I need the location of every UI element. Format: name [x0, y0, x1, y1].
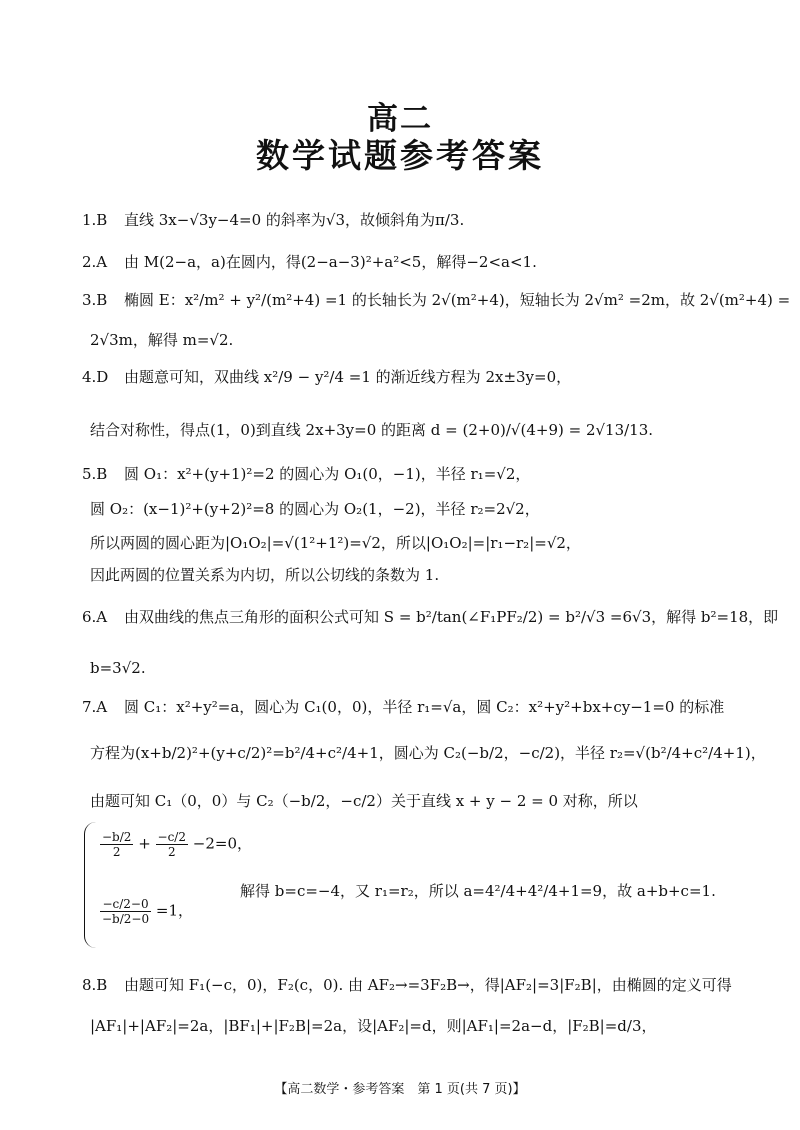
system-equation-2: $\frac{-c/2-0}{-b/2-0}$ =1， — [102, 897, 194, 926]
equation-brace — [84, 822, 99, 948]
page-footer: 【高二数学・参考答案 第 1 页(共 7 页)】 — [274, 1082, 526, 1097]
answer-line: |AF₁|+|AF₂|=2a，|BF₁|+|F₂B|=2a，设|AF₂|=d，则|AF₁|=2a−d，|F₂B|=d/3， — [90, 1017, 657, 1035]
page-title: 数学试题参考答案 — [256, 136, 544, 175]
grade-heading: 高二 — [367, 101, 433, 137]
answer-line: 8.B 由题可知 F₁(−c，0)，F₂(c，0). 由 AF₂→=3F₂B→，得|AF₂|=3|F₂B|，由椭圆的定义可得 — [82, 976, 732, 994]
system-result: 解得 b=c=−4，又 r₁=r₂，所以 a=4²/4+4²/4+1=9，故 a+b+c=1. — [240, 882, 716, 900]
answer-line: 2.A 由 M(2−a，a)在圆内，得(2−a−3)²+a²<5，解得−2<a<1. — [82, 253, 537, 271]
answer-line: 结合对称性，得点(1，0)到直线 2x+3y=0 的距离 d = (2+0)/√(4+9) = 2√13/13. — [90, 421, 654, 439]
answer-line: 4.D 由题意可知，双曲线 x²/9 − y²/4 =1 的渐近线方程为 2x±3y=0， — [82, 368, 572, 386]
answer-line: 5.B 圆 O₁：x²+(y+1)²=2 的圆心为 O₁(0，−1)，半径 r₁=√2， — [82, 465, 531, 483]
answer-line: 方程为(x+b/2)²+(y+c/2)²=b²/4+c²/4+1，圆心为 C₂(−b/2，−c/2)，半径 r₂=√(b²/4+c²/4+1)， — [90, 744, 766, 762]
answer-line: 所以两圆的圆心距为|O₁O₂|=√(1²+1²)=√2，所以|O₁O₂|=|r₁−r₂|=√2， — [90, 534, 581, 552]
answer-line: 2√3m，解得 m=√2. — [90, 331, 234, 349]
answer-line: 由题可知 C₁（0，0）与 C₂（−b/2，−c/2）关于直线 x + y − 2 = 0 对称，所以 — [90, 792, 638, 810]
answer-line: 圆 O₂：(x−1)²+(y+2)²=8 的圆心为 O₂(1，−2)，半径 r₂=2√2， — [90, 500, 540, 518]
answer-line: 3.B 椭圆 E：x²/m² + y²/(m²+4) =1 的长轴长为 2√(m²+4)，短轴长为 2√m² =2m，故 2√(m²+4) = — [82, 291, 791, 309]
answer-line: 1.B 直线 3x−√3y−4=0 的斜率为√3，故倾斜角为π/3. — [82, 211, 465, 229]
answer-line: 7.A 圆 C₁：x²+y²=a，圆心为 C₁(0，0)，半径 r₁=√a，圆 C₂：x²+y²+bx+cy−1=0 的标准 — [82, 698, 725, 716]
answer-line: 6.A 由双曲线的焦点三角形的面积公式可知 S = b²/tan(∠F₁PF₂/2) = b²/√3 =6√3，解得 b²=18，即 — [82, 608, 779, 626]
system-equation-1: $\frac{-b/2}{2}$ + $\frac{-c/2}{2}$ −2=0， — [102, 830, 252, 859]
answer-line: b=3√2. — [90, 659, 146, 677]
answer-line: 因此两圆的位置关系为内切，所以公切线的条数为 1. — [90, 566, 440, 584]
